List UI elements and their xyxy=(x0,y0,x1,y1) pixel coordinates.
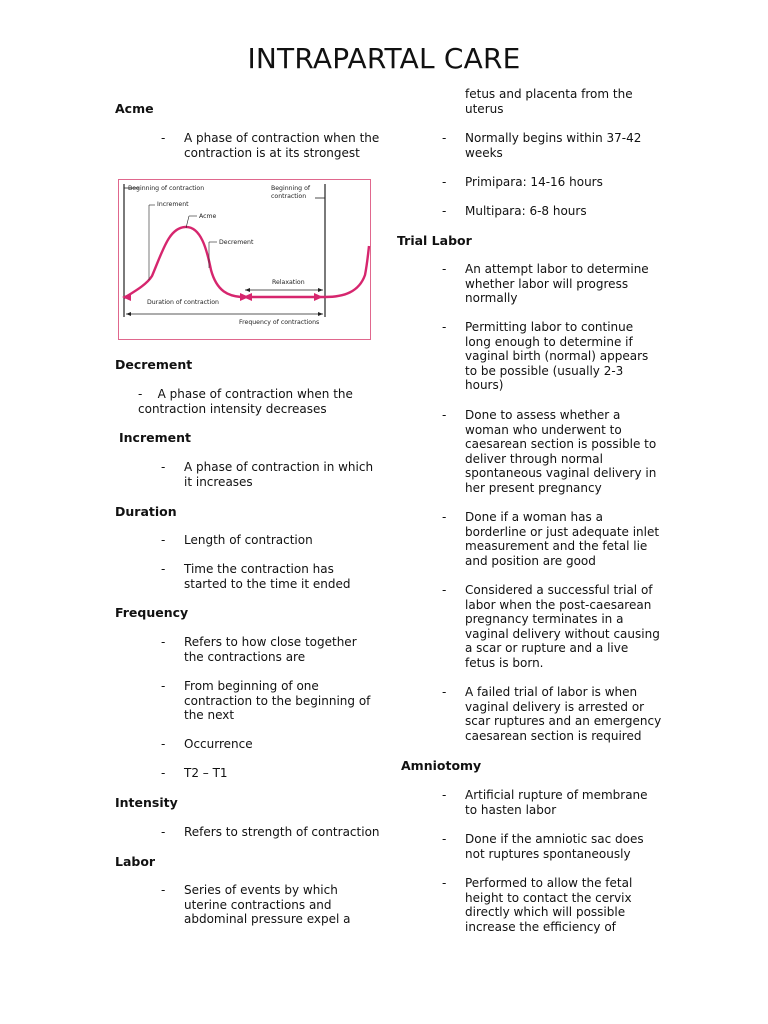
heading-labor: Labor xyxy=(115,854,156,869)
label-frequency: Frequency of contractions xyxy=(239,319,320,326)
heading-acme: Acme xyxy=(115,101,154,116)
heading-amniotomy: Amniotomy xyxy=(401,758,482,773)
label-beginning-left: Beginning of contraction xyxy=(128,185,205,192)
heading-decrement: Decrement xyxy=(115,357,193,372)
heading-increment: Increment xyxy=(119,430,191,445)
heading-intensity: Intensity xyxy=(115,795,178,810)
label-increment: Increment xyxy=(157,201,189,208)
heading-trial-labor: Trial Labor xyxy=(397,233,472,248)
contraction-diagram xyxy=(118,179,371,340)
label-duration: Duration of contraction xyxy=(147,299,219,306)
contraction-diagram-svg xyxy=(119,180,372,341)
label-relaxation: Relaxation xyxy=(272,279,305,286)
label-decrement: Decrement xyxy=(219,239,254,246)
contraction-curve xyxy=(124,227,369,298)
heading-frequency: Frequency xyxy=(115,605,189,620)
heading-duration: Duration xyxy=(115,504,177,519)
label-acme: Acme xyxy=(199,213,217,220)
label-beginning-right-2: contraction xyxy=(271,193,307,200)
page-title: INTRAPARTAL CARE xyxy=(247,42,521,75)
label-beginning-right-1: Beginning of xyxy=(271,185,311,192)
